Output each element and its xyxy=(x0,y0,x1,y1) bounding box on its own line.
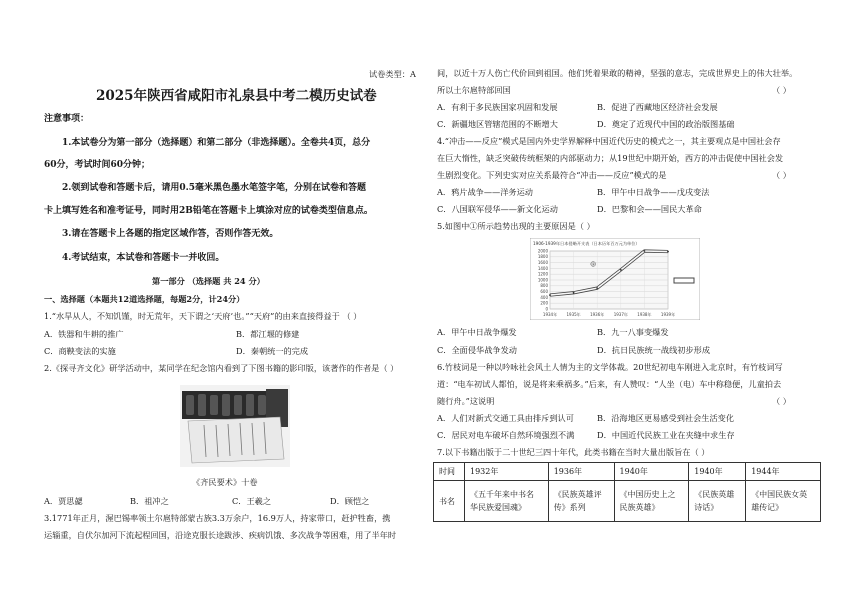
book-title-line: 《中国历史上之 xyxy=(619,490,676,499)
table-cell: 时间 xyxy=(434,463,465,481)
q7-stem: 7.以下书籍出版于二十世纪三四十年代，此类书籍在当时大量出版旨在（ ） xyxy=(437,447,710,457)
q6-option-d: D．中国近代民族工业在夹缝中求生存 xyxy=(597,430,735,440)
notice-item-1b: 60分，考试时间60分钟； xyxy=(44,160,151,170)
q6-line-3: 随行舟。”这说明 xyxy=(437,396,495,406)
part1-heading: 第一部分 （选择题 共 24 分） xyxy=(152,276,265,286)
table-cell: 1940年 xyxy=(689,463,746,481)
book-title-line: 《五千年来中书名 xyxy=(470,490,534,499)
q3-option-b: B．促进了西藏地区经济社会发展 xyxy=(597,102,718,112)
data-point xyxy=(596,287,598,289)
data-point xyxy=(549,294,551,296)
q7-book-table xyxy=(433,462,821,522)
table-cell: 1944年 xyxy=(746,463,821,481)
table-cell: 1940年 xyxy=(614,463,689,481)
q4-line-2: 在巨大惰性，缺乏突破传统框架的内部驱动力；从19世纪中期开始，西方的冲击促使中国社会发 xyxy=(437,153,784,163)
q6-line-1: 6.竹枝词是一种以吟咏社会风土人情为主的文学体裁。20世纪初电车刚进入北京时，有竹枝词写 xyxy=(437,362,783,372)
q1-stem: 1.“水旱从人，不知饥馑，时无荒年，天下谓之‘天府’也。”“天府”的由来直接得益于 （ ） xyxy=(44,311,362,321)
q6-option-b: B．沿海地区更易感受到社会生活变化 xyxy=(597,413,735,423)
notice-item-1a: 1.本试卷分为第一部分（选择题）和第二部分（非选择题）。全卷共4页，总分 xyxy=(62,138,371,148)
x-tick-label: 1935年 xyxy=(566,312,581,317)
section-heading: 一、选择题（本题共12道选择题，每题2分，计24分） xyxy=(44,294,245,304)
q5-option-a: A．甲午中日战争爆发 xyxy=(437,327,517,337)
q6-line-2: 道：“电车初试人都怕，说是将来乘祸多。”后来，有人赞叹：“人坐（电）车中称稳便，儿童拍去 xyxy=(437,379,782,389)
q4-option-d: D．巴黎和会——国民大革命 xyxy=(597,204,702,214)
table-cell xyxy=(548,481,614,522)
book-title-line: 《民族英雄 xyxy=(694,490,735,499)
notice-item-4: 4.考试结束，本试卷和答题卡一并收回。 xyxy=(62,253,225,263)
q3-option-c: C．新疆地区管辖范围的不断增大 xyxy=(437,119,558,129)
x-tick-label: 1938年 xyxy=(637,312,652,317)
q6-answer-paren: （ ） xyxy=(772,396,791,406)
y-tick-label: 800 xyxy=(540,283,548,289)
book-title-line: 《民族英雄评 xyxy=(553,490,602,499)
q2-image-caption: 《齐民要术》十卷 xyxy=(192,477,258,487)
exam-type-label: 试卷类型：A xyxy=(369,69,416,79)
q4-line-1: 4.“冲击——反应”模式是国内外史学界解释中国近代历史的模式之一，其主要观点是中国社会存 xyxy=(437,136,781,146)
q4-option-c: C．八国联军侵华——新文化运动 xyxy=(437,204,558,214)
y-tick-label: 1800 xyxy=(537,254,548,260)
q3-option-d: D．奠定了近现代中国的政治版图基础 xyxy=(597,119,735,129)
q1-option-b: B．都江堰的修建 xyxy=(236,329,300,339)
table-cell: 1932年 xyxy=(465,463,549,481)
y-tick-label: 1400 xyxy=(537,265,548,271)
annotation-label: ① xyxy=(591,261,595,267)
notice-heading: 注意事项： xyxy=(44,114,90,124)
data-point xyxy=(667,251,669,253)
q6-option-c: C．居民对电车破坏自然环境强烈不满 xyxy=(437,430,575,440)
q4-line-3: 生剧烈变化。下列史实对应关系最符合“冲击——反应”模式的是 xyxy=(437,170,667,180)
y-tick-label: 1200 xyxy=(537,271,548,277)
q3-option-a: A．有利于多民族国家巩固和发展 xyxy=(437,102,558,112)
page-title: 2025年陕西省咸阳市礼泉县中考二模历史试卷 xyxy=(96,88,377,104)
q2-stem: 2.《探寻齐文化》研学活动中，某同学在纪念馆内看到了下图书籍的影印版，该著作的作者是（ ） xyxy=(44,363,399,373)
y-tick-label: 600 xyxy=(540,289,548,294)
chart-title: 1906-1939年日本侵略开支表（日本历年百万元为单位） xyxy=(533,241,640,246)
table-cell xyxy=(465,481,549,522)
notice-item-2a: 2.领到试卷和答题卡后，请用0.5毫米黑色墨水笔签字笔，分别在试卷和答题 xyxy=(62,183,367,193)
q3-line-2: 运辎重，自伏尔加河下流起程回国，沿途克服长途跋涉、疾病饥饿、多次战争等困难，用了半年时 xyxy=(44,530,397,540)
book-title-line: 民族英雄》 xyxy=(619,503,660,512)
q3-line-3: 间，以近十万人伤亡代价回到祖国。他们凭着果敢的精神，坚强的意志，完成世界史上的伟大壮举。 xyxy=(437,68,798,78)
notice-item-3: 3.请在答题卡上各题的指定区域作答，否则作答无效。 xyxy=(62,229,279,239)
y-tick-label: 400 xyxy=(540,294,548,300)
q3-answer-paren: （ ） xyxy=(772,85,791,95)
q1-option-c: C．商鞅变法的实施 xyxy=(44,346,116,356)
q3-line-4: 所以土尔扈特部回国 xyxy=(437,85,511,95)
y-tick-label: 0 xyxy=(545,306,548,312)
y-tick-label: 1000 xyxy=(537,277,548,283)
q3-line-1: 3.1771年正月，渥巴锡率领土尔扈特部蒙古族3.3万余户，16.9万人，持家带口，赶护牲畜，携 xyxy=(44,513,391,523)
table-row xyxy=(434,481,821,522)
x-tick-label: 1936年 xyxy=(590,312,605,317)
table-cell xyxy=(614,481,689,522)
x-tick-label: 1937年 xyxy=(613,312,628,317)
legend-swatch xyxy=(674,278,694,283)
q1-option-d: D．秦朝统一的完成 xyxy=(236,346,309,356)
book-title-line: 雄传记》 xyxy=(751,503,784,512)
y-tick-label: 2000 xyxy=(537,248,548,254)
q2-option-b: B．祖冲之 xyxy=(130,496,169,506)
q2-option-a: A．贾思勰 xyxy=(44,496,83,506)
q5-option-b: B．九一八事变爆发 xyxy=(597,327,669,337)
data-point xyxy=(644,250,646,252)
q2-option-c: C．王羲之 xyxy=(232,496,272,506)
data-point xyxy=(573,292,575,294)
y-tick-label: 1600 xyxy=(537,260,548,265)
book-title-line: 传》系列 xyxy=(553,503,586,512)
q4-option-b: B．甲午中日战争——戊戌变法 xyxy=(597,187,710,197)
q4-answer-paren: （ ） xyxy=(772,170,791,180)
table-cell xyxy=(746,481,821,522)
y-tick-label: 200 xyxy=(540,300,548,306)
table-cell: 书名 xyxy=(434,481,465,522)
q1-option-a: A．铁器和牛耕的推广 xyxy=(44,329,124,339)
q5-option-c: C．全面侵华战争发动 xyxy=(437,345,517,355)
x-tick-label: 1934年 xyxy=(542,312,558,317)
q2-option-d: D．顾恺之 xyxy=(330,496,370,506)
book-title-line: 诗话》 xyxy=(694,503,719,512)
q5-line-chart xyxy=(530,238,700,320)
qimin-yaoshu-book-image xyxy=(180,385,290,467)
book-title-line: 华民族爱国魂》 xyxy=(470,503,526,512)
q6-option-a: A．人们对新式交通工具由排斥到认可 xyxy=(437,413,574,423)
q4-option-a: A．鸦片战争——洋务运动 xyxy=(437,187,533,197)
data-point xyxy=(620,269,622,271)
book-title-line: 《中国民族女英 xyxy=(751,490,808,499)
q5-stem: 5.如图中①所示趋势出现的主要原因是（ ） xyxy=(437,221,595,231)
x-tick-label: 1939年 xyxy=(660,312,676,317)
notice-item-2b: 卡上填写姓名和准考证号，同时用2B铅笔在答题卡上填涂对应的试卷类型信息点。 xyxy=(44,206,373,216)
table-cell xyxy=(689,481,746,522)
table-row xyxy=(434,463,821,481)
table-cell: 1936年 xyxy=(548,463,614,481)
q5-option-d: D．抗日民族统一战线初步形成 xyxy=(597,345,711,355)
